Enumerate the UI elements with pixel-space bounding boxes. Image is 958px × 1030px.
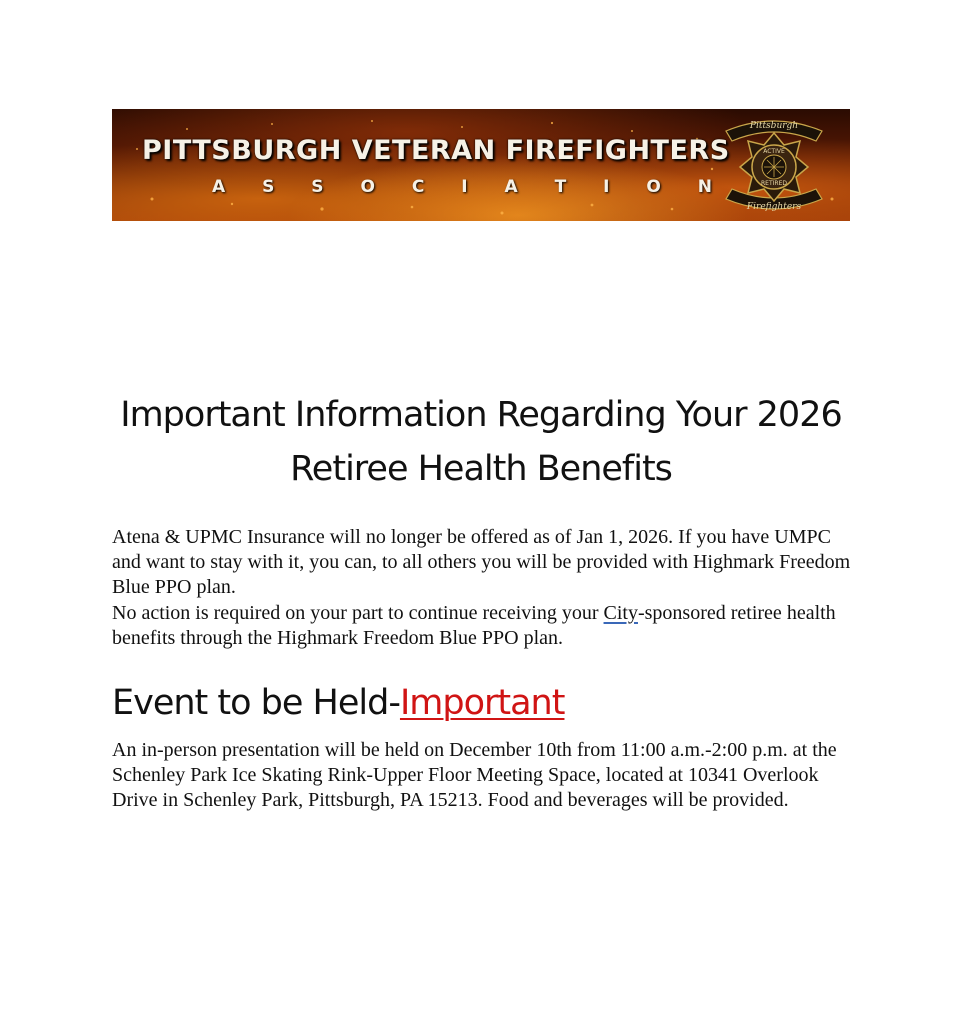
seal-text-active: ACTIVE <box>763 148 785 155</box>
banner-subtitle-letter: O <box>646 177 661 197</box>
seal-text-bottom: Firefighters <box>746 202 802 212</box>
banner-subtitle-letter: A <box>504 177 518 197</box>
event-heading-prefix: Event to be Held- <box>112 683 400 723</box>
banner-subtitle-letter: O <box>360 177 375 197</box>
no-action-text-before: No action is required on your part to continue receiving your <box>112 602 604 624</box>
no-action-text-after: -sponsored retiree health benefits through the Highmark Freedom Blue PPO plan. <box>112 602 836 649</box>
banner-subtitle <box>212 177 712 197</box>
banner-subtitle-letter: I <box>603 177 610 197</box>
event-heading <box>112 680 564 726</box>
seal-text-retired: RETIRED <box>761 180 787 187</box>
banner-subtitle-letter: S <box>311 177 324 197</box>
banner-subtitle-letter: T <box>554 177 567 197</box>
banner-subtitle-letter: I <box>461 177 468 197</box>
insurance-paragraph: Atena & UPMC Insurance will no longer be offered as of Jan 1, 2026. If you have UMPC and want to stay with it, you can, to all others you will be provided with Highmark Freedom Blue PPO plan. <box>112 526 851 598</box>
banner-subtitle-letter: N <box>697 177 712 197</box>
main-heading-line-1: Important Information Regarding Your 2026 <box>120 395 842 435</box>
banner-subtitle-letter: S <box>262 177 275 197</box>
banner-title: PITTSBURGH VETERAN FIREFIGHTERS <box>142 135 730 166</box>
firefighters-seal-logo <box>720 111 828 219</box>
event-details-paragraph: An in-person presentation will be held on December 10th from 11:00 a.m.-2:00 p.m. at the Schenley Park Ice Skating Rink-Upper Floor Meeting Space, located at 10341 Overlook Drive in Schenley Park, Pittsburgh, PA 15213. Food and beverages will be provided. <box>112 739 837 811</box>
event-heading-important: Important <box>399 683 565 723</box>
no-action-paragraph <box>112 601 852 651</box>
banner-subtitle-letter: A <box>212 177 226 197</box>
association-banner <box>112 109 850 221</box>
main-heading <box>60 388 902 496</box>
city-word: City <box>603 602 638 624</box>
banner-subtitle-letter: C <box>411 177 425 197</box>
main-heading-line-2: Retiree Health Benefits <box>290 449 672 489</box>
seal-text-top: Pittsburgh <box>749 121 799 131</box>
